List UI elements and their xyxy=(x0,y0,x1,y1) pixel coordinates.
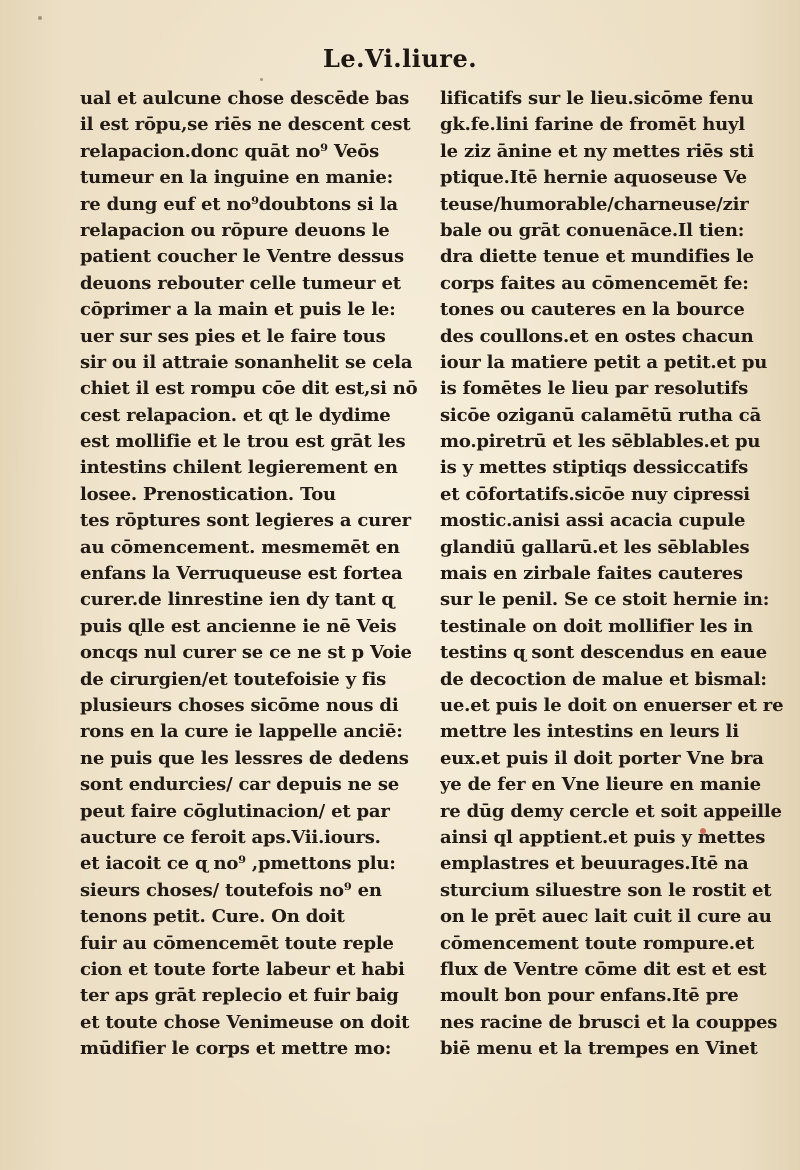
text-line: iour la matiere petit a petit.et pu xyxy=(440,351,768,373)
text-line: relapacion ou rōpure deuons le xyxy=(80,219,390,241)
text-line: ter aps grāt replecio et fuir baig xyxy=(80,985,399,1007)
text-line: biē menu et la trempes en Vinet xyxy=(440,1038,758,1060)
right-text-column xyxy=(440,86,795,1062)
paper-speck xyxy=(38,16,42,20)
text-line: de decoction de malue et bismal: xyxy=(440,668,767,690)
text-line: fuir au cōmencemēt toute reple xyxy=(80,932,394,954)
text-line: est mollifie et le trou est grāt les xyxy=(80,431,406,453)
text-line: nes racine de brusci et la couppes xyxy=(440,1011,778,1033)
text-line: il est rōpu,se riēs ne descent cest xyxy=(80,114,411,136)
text-line: sont endurcies/ car depuis ne se xyxy=(80,774,400,796)
text-line: sur le penil. Se ce stoit hernie in: xyxy=(440,589,770,611)
left-text-column xyxy=(80,86,435,1062)
text-line: tumeur en la inguine en manie: xyxy=(80,167,394,189)
text-line: ainsi ql apptient.et puis y mettes xyxy=(440,826,766,848)
text-line: chiet il est rompu cōe dit est,si nō xyxy=(80,378,418,400)
text-line: patient coucher le Ventre dessus xyxy=(80,246,404,268)
text-line: enfans la Verruqueuse est fortea xyxy=(80,563,403,585)
text-line: corps faites au cōmencemēt fe: xyxy=(440,272,749,294)
text-line: teuse/humorable/charneuse/zir xyxy=(440,193,749,215)
text-line: sieurs choses/ toutefois no⁹ en xyxy=(80,879,382,901)
text-line: cōprimer a la main et puis le le: xyxy=(80,299,396,321)
text-line: cest relapacion. et ɋt le dydime xyxy=(80,404,391,426)
text-line: moult bon pour enfans.Itē pre xyxy=(440,985,739,1007)
text-line: et toute chose Venimeuse on doit xyxy=(80,1011,410,1033)
text-line: curer.de linrestine ien dy tant ɋ xyxy=(80,589,394,611)
text-line: plusieurs choses sicōme nous di xyxy=(80,694,399,716)
paper-speck xyxy=(260,78,263,81)
text-line: dra diette tenue et mundifies le xyxy=(440,246,754,268)
text-line: mo.piretrū et les sēblables.et pu xyxy=(440,431,761,453)
text-line: tenons petit. Cure. On doit xyxy=(80,906,345,928)
text-line: testinale on doit mollifier les in xyxy=(440,615,753,637)
text-line: intestins chilent legierement en xyxy=(80,457,398,479)
text-line: re dūg demy cercle et soit appeille xyxy=(440,800,782,822)
text-line: is fomētes le lieu par resolutifs xyxy=(440,378,749,400)
text-line: deuons rebouter celle tumeur et xyxy=(80,272,401,294)
text-line: eux.et puis il doit porter Vne bra xyxy=(440,747,764,769)
text-line: puis ɋlle est ancienne ie nē Veis xyxy=(80,615,397,637)
text-line: emplastres et beuurages.Itē na xyxy=(440,853,749,875)
text-line: testins ɋ sont descendus en eaue xyxy=(440,642,768,664)
text-line: ne puis que les lessres de dedens xyxy=(80,747,409,769)
text-line: ptique.Itē hernie aquoseuse Ve xyxy=(440,167,747,189)
text-line: le ziz ānine et ny mettes riēs sti xyxy=(440,140,754,162)
text-line: sturcium siluestre son le rostit et xyxy=(440,879,772,901)
text-line: sir ou il attraie sonanhelit se cela xyxy=(80,351,413,373)
text-line: mostic.anisi assi acacia cupule xyxy=(440,510,746,532)
text-line: tes rōptures sont legieres a curer xyxy=(80,510,411,532)
text-line: au cōmencement. mesmemēt en xyxy=(80,536,400,558)
text-line: relapacion.donc quāt no⁹ Veōs xyxy=(80,140,380,162)
text-line: peut faire cōglutinacion/ et par xyxy=(80,800,390,822)
text-line: tones ou cauteres en la bource xyxy=(440,299,745,321)
text-line: aucture ce feroit aps.Vii.iours. xyxy=(80,826,381,848)
text-line: flux de Ventre cōme dit est et est xyxy=(440,958,767,980)
text-line: de cirurgien/et toutefoisie y fis xyxy=(80,668,387,690)
text-line: rons en la cure ie lappelle anciē: xyxy=(80,721,403,743)
text-line: gk.fe.lini farine de fromēt huyl xyxy=(440,114,745,136)
text-line: uer sur ses pies et le faire tous xyxy=(80,325,386,347)
text-line: ual et aulcune chose descēde bas xyxy=(80,88,410,109)
text-line: on le prēt auec lait cuit il cure au xyxy=(440,906,772,928)
text-line: losee. Prenostication. Tou xyxy=(80,483,336,505)
text-line: mettre les intestins en leurs li xyxy=(440,721,739,743)
text-line: glandiū gallarū.et les sēblables xyxy=(440,536,750,558)
text-line: ue.et puis le doit on enuerser et re xyxy=(440,694,784,716)
text-line: is y mettes stiptiqs dessiccatifs xyxy=(440,457,749,479)
running-head: Le.Vi.liure. xyxy=(322,44,478,73)
text-line: mūdifier le corps et mettre mo: xyxy=(80,1038,392,1060)
text-line: et cōfortatifs.sicōe nuy cipressi xyxy=(440,483,750,505)
text-line: bale ou grāt conuenāce.Il tien: xyxy=(440,219,745,241)
text-line: des coullons.et en ostes chacun xyxy=(440,325,754,347)
text-line: sicōe oziganū calamētū rutha cā xyxy=(440,404,762,426)
text-line: re dung euf et no⁹doubtons si la xyxy=(80,193,398,215)
text-line: cōmencement toute rompure.et xyxy=(440,932,755,954)
text-line: ye de fer en Vne lieure en manie xyxy=(440,774,761,796)
text-line: oncqs nul curer se ce ne st p Voie xyxy=(80,642,412,664)
text-line: lificatifs sur le lieu.sicōme fenu xyxy=(440,88,754,109)
text-line: mais en zirbale faites cauteres xyxy=(440,563,743,585)
text-line: cion et toute forte labeur et habi xyxy=(80,958,405,980)
text-line: et iacoit ce ɋ no⁹ ,pmettons plu: xyxy=(80,853,396,875)
